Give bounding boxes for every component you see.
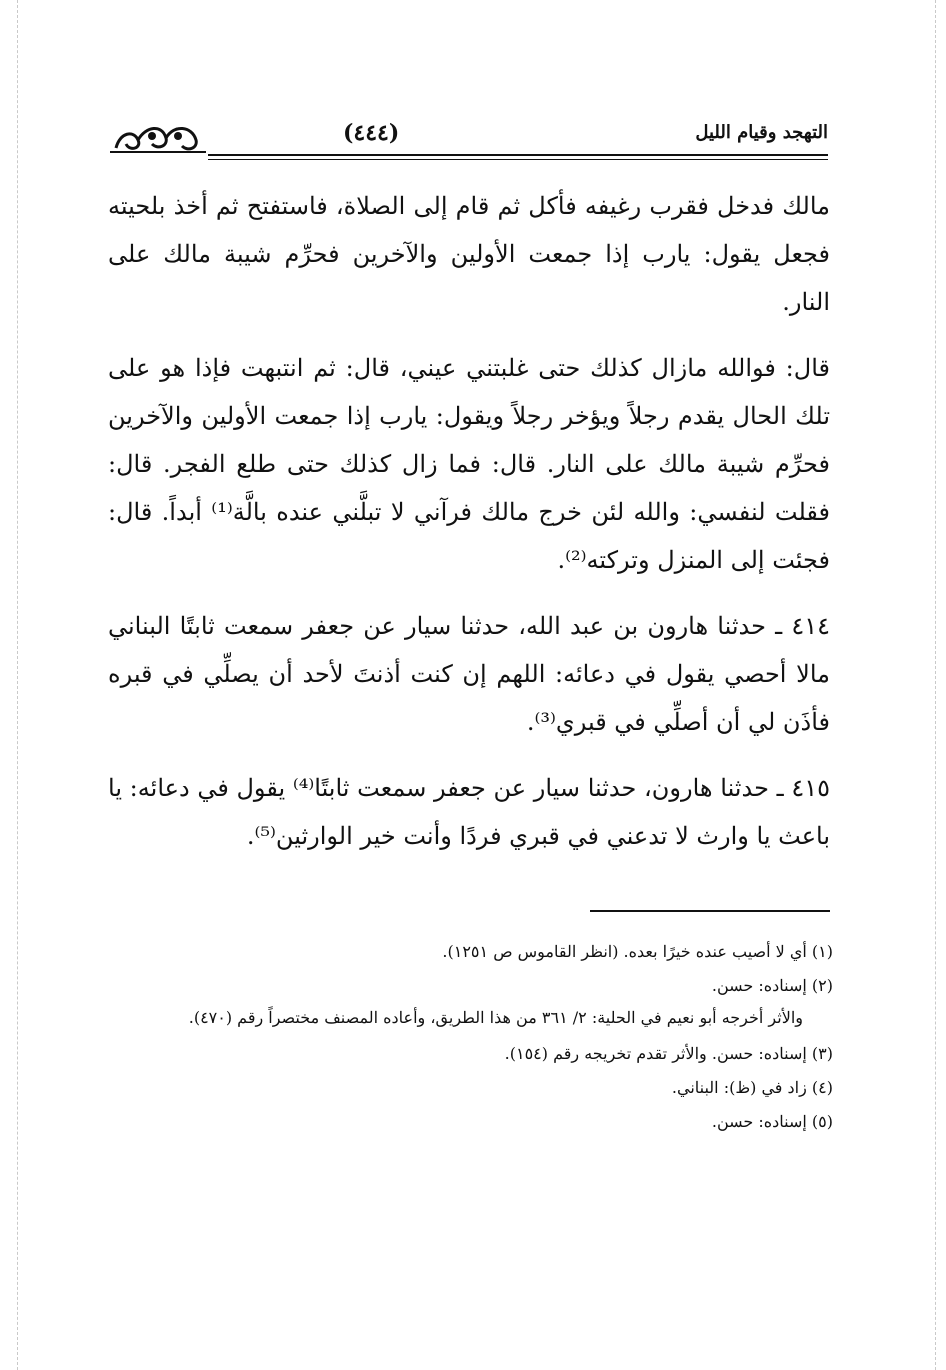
header-rule-thin <box>208 159 828 160</box>
paragraph-1: مالك فدخل فقرب رغيفه فأكل ثم قام إلى الصلاة، فاستفتح ثم أخذ بلحيته فجعل يقول: يارب إذا جمعت الأولين والآخرين فحرِّم شيبة مالك على النار. <box>108 192 830 316</box>
footnote-separator <box>590 910 830 912</box>
main-text <box>108 182 830 878</box>
scan-guide-line-left <box>17 0 18 1370</box>
footnotes <box>108 935 833 1139</box>
footnote-2-continuation: والأثر أخرجه أبو نعيم في الحلية: ٢/ ٣٦١ من هذا الطريق، وأعاده المصنف مختصراً رقم (٤٧٠). <box>188 1008 803 1027</box>
footnote-2: (٢) إسناده: حسن. <box>711 976 833 995</box>
decorative-ornament-icon <box>108 118 208 158</box>
footnote-4: (٤) زاد في (ظ): البناني. <box>671 1078 833 1097</box>
paragraph-4: ٤١٥ ـ حدثنا هارون، حدثنا سيار عن جعفر سمعت ثابتًا⁽⁴⁾ يقول في دعائه: يا باعث يا وارث لا تدعني في قبري فردًا وأنت خير الوارثين⁽⁵⁾. <box>108 774 830 850</box>
page-header <box>108 118 828 166</box>
header-rule <box>208 154 828 156</box>
paragraph-2: قال: فوالله مازال كذلك حتى غلبتني عيني، قال: ثم انتبهت فإذا هو على تلك الحال يقدم رجلاً ويؤخر رجلاً ويقول: يارب إذا جمعت الأولين والآخرين فحرِّم شيبة مالك على النار. قال: فما زال كذلك حتى طلع الفجر. قال: فقلت لنفسي: والله لئن خرج مالك فرآني لا تبلَّني عنده بالَّة⁽¹⁾ أبداً. قال: فجئت إلى المنزل وتركته⁽²⁾. <box>108 354 830 574</box>
page-number: (٤٤٤) <box>343 120 400 146</box>
running-title: التهجد وقيام الليل <box>695 122 828 143</box>
footnote-5: (٥) إسناده: حسن. <box>711 1112 833 1131</box>
scan-guide-line-right <box>935 0 936 1370</box>
footnote-1: (١) أي لا أصيب عنده خيرًا بعده. (انظر القاموس ص ١٢٥١). <box>442 942 833 961</box>
footnote-3: (٣) إسناده: حسن. والأثر تقدم تخريجه رقم (١٥٤). <box>504 1044 833 1063</box>
paragraph-3: ٤١٤ ـ حدثنا هارون بن عبد الله، حدثنا سيار عن جعفر سمعت ثابتًا البناني مالا أحصي يقول في دعائه: اللهم إن كنت أذنتَ لأحد أن يصلِّي في قبره فأذَن لي أن أصلِّي في قبري⁽³⁾. <box>108 612 830 736</box>
